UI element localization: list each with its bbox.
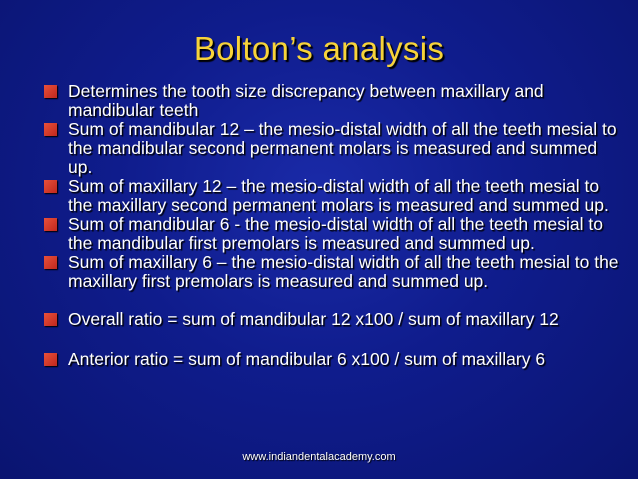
slide-title: Bolton’s analysis — [193, 30, 445, 67]
bullet-item — [44, 82, 624, 120]
bullet-item — [44, 177, 624, 215]
bullet-list — [44, 82, 624, 369]
bullet-square-icon — [44, 85, 57, 98]
bullet-item — [44, 350, 624, 369]
bullet-text: Sum of maxillary 12 – the mesio-distal width of all the teeth mesial to the maxillary second permanent molars is measured and summed up. — [68, 176, 609, 215]
bullet-item — [44, 310, 624, 329]
bullet-text: Determines the tooth size discrepancy between maxillary and mandibular teeth — [68, 81, 544, 120]
bullet-square-icon — [44, 180, 57, 193]
bullet-text: Sum of mandibular 12 – the mesio-distal width of all the teeth mesial to the mandibular second permanent molars is measured and summed up. — [68, 119, 617, 177]
bullet-square-icon — [44, 218, 57, 231]
bullet-square-icon — [44, 256, 57, 269]
bullet-text: Sum of mandibular 6 - the mesio-distal width of all the teeth mesial to the mandibular first premolars is measured and summed up. — [68, 214, 603, 253]
bullet-item — [44, 215, 624, 253]
bullet-item — [44, 120, 624, 177]
footer-url[interactable]: www.indiandentalacademy.com — [242, 451, 396, 463]
bullet-text: Overall ratio = sum of mandibular 12 x100 / sum of maxillary 12 — [68, 309, 559, 329]
bullet-square-icon — [44, 353, 57, 366]
bullet-square-icon — [44, 313, 57, 326]
bullet-text: Sum of maxillary 6 – the mesio-distal width of all the teeth mesial to the maxillary first premolars is measured and summed up. — [68, 252, 619, 291]
bullet-square-icon — [44, 123, 57, 136]
bullet-text: Anterior ratio = sum of mandibular 6 x100 / sum of maxillary 6 — [68, 349, 546, 369]
bullet-item — [44, 253, 624, 291]
